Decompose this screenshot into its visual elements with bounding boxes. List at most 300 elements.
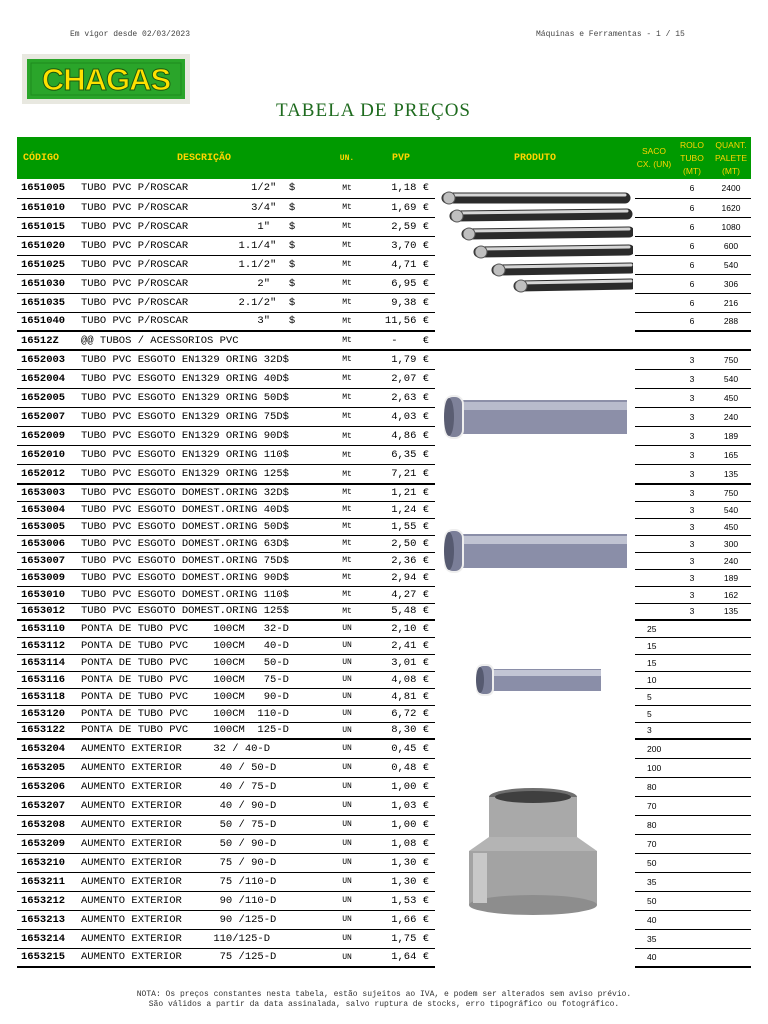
palete-quantity: 450 [711,518,751,535]
rolo-length [673,777,711,796]
saco-quantity: 70 [635,834,673,853]
table-row [17,518,751,535]
product-code: 1653209 [17,834,81,853]
rolo-length: 3 [673,586,711,603]
saco-quantity [635,465,673,484]
product-unit: Mt [327,369,367,388]
palete-quantity: 189 [711,427,751,446]
product-description: TUBO PVC ESGOTO DOMEST.ORING 63D$ [81,535,327,552]
product-price: 8,30 € [367,722,435,739]
table-row [17,407,751,426]
page-title: TABELA DE PREÇOS [276,100,471,121]
product-code: 1653005 [17,518,81,535]
rolo-length: 3 [673,603,711,620]
product-code: 1652003 [17,350,81,369]
product-description: AUMENTO EXTERIOR 50 / 90-D [81,834,327,853]
rolo-length [673,796,711,815]
table-row [17,198,751,217]
rolo-length: 6 [673,179,711,198]
product-unit: Mt [327,484,367,501]
product-unit: Mt [327,388,367,407]
table-row [17,501,751,518]
product-unit: Mt [327,274,367,293]
palete-quantity [711,929,751,948]
product-price: 4,71 € [367,255,435,274]
table-row [17,255,751,274]
product-code: 1653213 [17,910,81,929]
product-price: 1,00 € [367,777,435,796]
product-unit: UN [327,834,367,853]
rolo-length [673,637,711,654]
price-table [17,137,751,968]
product-code: 16512Z [17,331,81,350]
product-unit: Mt [327,501,367,518]
palete-quantity [711,688,751,705]
product-unit: UN [327,688,367,705]
rolo-length [673,739,711,758]
saco-quantity [635,236,673,255]
rolo-length [673,929,711,948]
product-price: 1,75 € [367,929,435,948]
product-code: 1651030 [17,274,81,293]
rolo-length: 3 [673,465,711,484]
palete-quantity: 288 [711,312,751,331]
product-unit: Mt [327,236,367,255]
product-code: 1653207 [17,796,81,815]
product-description: AUMENTO EXTERIOR 110/125-D [81,929,327,948]
product-unit: UN [327,796,367,815]
product-unit: UN [327,758,367,777]
footer-note [0,990,768,1010]
footer-note-line1: NOTA: Os preços constantes nesta tabela, estão sujeitos ao IVA, e podem ser alterados sem aviso prévio. [136,990,632,999]
saco-quantity: 15 [635,637,673,654]
saco-quantity [635,446,673,465]
threaded-pvc-pipes-image [435,179,635,331]
product-code: 1653003 [17,484,81,501]
palete-quantity [711,620,751,637]
product-price: 6,35 € [367,446,435,465]
product-unit: Mt [327,255,367,274]
col-quant-label: QUANT. PALETE (MT) [715,139,747,176]
product-price: 2,07 € [367,369,435,388]
product-description: AUMENTO EXTERIOR 90 /110-D [81,891,327,910]
product-price: 1,55 € [367,518,435,535]
product-price: 1,53 € [367,891,435,910]
product-price: 1,03 € [367,796,435,815]
product-code: 1653006 [17,535,81,552]
product-unit: Mt [327,603,367,620]
product-description: AUMENTO EXTERIOR 75 /110-D [81,872,327,891]
palete-quantity: 540 [711,501,751,518]
product-description: TUBO PVC ESGOTO EN1329 ORING 32D$ [81,350,327,369]
table-row [17,872,751,891]
rolo-length: 3 [673,569,711,586]
saco-quantity [635,603,673,620]
product-unit: UN [327,722,367,739]
palete-quantity [711,777,751,796]
table-row [17,815,751,834]
product-code: 1653007 [17,552,81,569]
product-price: 1,08 € [367,834,435,853]
saco-quantity: 50 [635,853,673,872]
saco-quantity [635,552,673,569]
product-unit: Mt [327,198,367,217]
product-price: 4,03 € [367,407,435,426]
saco-quantity [635,198,673,217]
rolo-length [673,688,711,705]
product-code: 1653114 [17,654,81,671]
product-description: AUMENTO EXTERIOR 75 /125-D [81,948,327,967]
product-description: PONTA DE TUBO PVC 100CM 40-D [81,637,327,654]
saco-quantity: 25 [635,620,673,637]
product-description: TUBO PVC ESGOTO DOMEST.ORING 125$ [81,603,327,620]
rolo-length: 3 [673,535,711,552]
palete-quantity [711,872,751,891]
palete-quantity: 2400 [711,179,751,198]
saco-quantity: 40 [635,910,673,929]
rolo-length: 3 [673,369,711,388]
product-unit: Mt [327,427,367,446]
saco-quantity: 80 [635,777,673,796]
product-price: 6,72 € [367,705,435,722]
product-price: 9,38 € [367,293,435,312]
product-description: PONTA DE TUBO PVC 100CM 75-D [81,671,327,688]
product-unit: UN [327,910,367,929]
table-row [17,722,751,739]
palete-quantity: 450 [711,388,751,407]
product-unit: Mt [327,331,367,350]
product-description: TUBO PVC P/ROSCAR 3" $ [81,312,327,331]
col-rolo-label: ROLO TUBO (MT) [679,139,705,176]
product-description: TUBO PVC ESGOTO EN1329 ORING 50D$ [81,388,327,407]
product-code: 1652010 [17,446,81,465]
reducer-image [435,739,635,967]
product-description: TUBO PVC ESGOTO DOMEST.ORING 50D$ [81,518,327,535]
rolo-length [673,815,711,834]
product-unit: UN [327,948,367,967]
table-row [17,350,751,369]
palete-quantity: 540 [711,255,751,274]
palete-quantity: 135 [711,603,751,620]
rolo-length: 6 [673,255,711,274]
product-unit: UN [327,654,367,671]
saco-quantity: 40 [635,948,673,967]
product-description: TUBO PVC P/ROSCAR 1/2" $ [81,179,327,198]
product-description: TUBO PVC ESGOTO EN1329 ORING 40D$ [81,369,327,388]
product-price: 3,70 € [367,236,435,255]
product-price: - € [367,331,435,350]
product-code: 1653204 [17,739,81,758]
palete-quantity: 306 [711,274,751,293]
table-row [17,948,751,967]
product-code: 1653215 [17,948,81,967]
table-row [17,910,751,929]
saco-quantity: 70 [635,796,673,815]
product-price: 11,56 € [367,312,435,331]
table-row [17,586,751,603]
product-description: PONTA DE TUBO PVC 100CM 50-D [81,654,327,671]
rolo-length: 6 [673,217,711,236]
product-price: 2,50 € [367,535,435,552]
saco-quantity [635,293,673,312]
product-code: 1651010 [17,198,81,217]
product-description: PONTA DE TUBO PVC 100CM 32-D [81,620,327,637]
col-rolo [673,137,711,179]
product-price: 1,18 € [367,179,435,198]
rolo-length [673,331,711,350]
product-description: PONTA DE TUBO PVC 100CM 125-D [81,722,327,739]
saco-quantity [635,586,673,603]
palete-quantity: 540 [711,369,751,388]
saco-quantity: 10 [635,671,673,688]
product-description: AUMENTO EXTERIOR 32 / 40-D [81,739,327,758]
table-row [17,891,751,910]
rolo-length: 6 [673,312,711,331]
product-unit: Mt [327,535,367,552]
product-price: 1,21 € [367,484,435,501]
saco-quantity [635,369,673,388]
product-unit: UN [327,777,367,796]
rolo-length: 6 [673,198,711,217]
product-description: TUBO PVC ESGOTO DOMEST.ORING 90D$ [81,569,327,586]
product-code: 1653010 [17,586,81,603]
product-price: 2,10 € [367,620,435,637]
product-price: 3,01 € [367,654,435,671]
product-unit: Mt [327,293,367,312]
product-description: AUMENTO EXTERIOR 40 / 75-D [81,777,327,796]
product-code: 1653120 [17,705,81,722]
product-code: 1653214 [17,929,81,948]
saco-quantity: 3 [635,722,673,739]
product-unit: Mt [327,586,367,603]
product-unit: UN [327,637,367,654]
product-price: 2,36 € [367,552,435,569]
product-unit: Mt [327,465,367,484]
rolo-length [673,722,711,739]
table-row [17,369,751,388]
product-price: 2,59 € [367,217,435,236]
palete-quantity: 300 [711,535,751,552]
rolo-length: 3 [673,501,711,518]
product-description: TUBO PVC ESGOTO DOMEST.ORING 110$ [81,586,327,603]
product-code: 1652012 [17,465,81,484]
table-row [17,834,751,853]
product-description: AUMENTO EXTERIOR 50 / 75-D [81,815,327,834]
product-price: 4,27 € [367,586,435,603]
product-unit: UN [327,815,367,834]
product-code: 1653210 [17,853,81,872]
product-code: 1653212 [17,891,81,910]
product-description: TUBO PVC ESGOTO DOMEST.ORING 32D$ [81,484,327,501]
product-code: 1653205 [17,758,81,777]
header-date: Em vigor desde 02/03/2023 [70,30,191,39]
product-description: AUMENTO EXTERIOR 90 /125-D [81,910,327,929]
saco-quantity: 5 [635,705,673,722]
table-row [17,654,751,671]
product-unit: UN [327,620,367,637]
product-unit: Mt [327,350,367,369]
product-price: 0,45 € [367,739,435,758]
product-description: TUBO PVC P/ROSCAR 1.1/2" $ [81,255,327,274]
product-price: 1,30 € [367,853,435,872]
saco-quantity [635,255,673,274]
palete-quantity [711,722,751,739]
product-description: AUMENTO EXTERIOR 75 / 90-D [81,853,327,872]
product-description: TUBO PVC ESGOTO EN1329 ORING 75D$ [81,407,327,426]
saco-quantity: 200 [635,739,673,758]
product-description: @@ TUBOS / ACESSORIOS PVC [81,331,327,350]
rolo-length: 3 [673,407,711,426]
product-code: 1653211 [17,872,81,891]
saco-quantity: 35 [635,929,673,948]
saco-quantity [635,312,673,331]
product-code: 1653004 [17,501,81,518]
col-codigo: CÓDIGO [17,137,81,179]
rolo-length [673,853,711,872]
product-unit: UN [327,872,367,891]
table-row [17,853,751,872]
product-price: 6,95 € [367,274,435,293]
palete-quantity [711,331,751,350]
product-unit: UN [327,929,367,948]
rolo-length [673,948,711,967]
product-price: 2,41 € [367,637,435,654]
product-code: 1653110 [17,620,81,637]
product-code: 1653208 [17,815,81,834]
palete-quantity [711,910,751,929]
saco-quantity [635,179,673,198]
product-price: 4,08 € [367,671,435,688]
col-saco-label: SACO CX. (UN) [636,146,672,169]
product-description: TUBO PVC ESGOTO DOMEST.ORING 40D$ [81,501,327,518]
saco-quantity [635,535,673,552]
palete-quantity [711,637,751,654]
rolo-length [673,705,711,722]
rolo-length: 6 [673,293,711,312]
product-price: 5,48 € [367,603,435,620]
palete-quantity: 162 [711,586,751,603]
saco-quantity [635,331,673,350]
palete-quantity: 240 [711,552,751,569]
rolo-length [673,834,711,853]
product-price: 1,64 € [367,948,435,967]
table-row [17,465,751,484]
product-code: 1652009 [17,427,81,446]
palete-quantity [711,739,751,758]
palete-quantity: 216 [711,293,751,312]
chagas-logo [22,54,190,104]
table-row [17,637,751,654]
saco-quantity [635,407,673,426]
palete-quantity [711,796,751,815]
table-row [17,388,751,407]
product-code: 1651025 [17,255,81,274]
table-row [17,427,751,446]
table-row [17,777,751,796]
rolo-length [673,872,711,891]
footer-note-line2: São válidos a partir da data assinalada, salvo ruptura de stocks, erro tipográfico ou fotográfico. [148,1000,620,1009]
product-price: 1,24 € [367,501,435,518]
product-unit: Mt [327,217,367,236]
product-code: 1653012 [17,603,81,620]
table-row [17,758,751,777]
product-code: 1651040 [17,312,81,331]
saco-quantity [635,484,673,501]
product-unit: Mt [327,552,367,569]
table-row [17,552,751,569]
saco-quantity [635,569,673,586]
palete-quantity [711,834,751,853]
product-unit: UN [327,891,367,910]
palete-quantity [711,705,751,722]
table-row [17,236,751,255]
palete-quantity: 135 [711,465,751,484]
product-code: 1652004 [17,369,81,388]
col-descricao: DESCRIÇÃO [81,137,327,179]
pipe-end-image [435,620,635,739]
product-unit: Mt [327,446,367,465]
product-price: 4,81 € [367,688,435,705]
product-code: 1652005 [17,388,81,407]
product-code: 1653118 [17,688,81,705]
product-price: 7,21 € [367,465,435,484]
table-row [17,293,751,312]
rolo-length [673,758,711,777]
saco-quantity: 15 [635,654,673,671]
product-unit: Mt [327,312,367,331]
palete-quantity: 1080 [711,217,751,236]
product-code: 1653112 [17,637,81,654]
product-code: 1651015 [17,217,81,236]
product-description: PONTA DE TUBO PVC 100CM 90-D [81,688,327,705]
table-row [17,739,751,758]
product-code: 1652007 [17,407,81,426]
product-price: 0,48 € [367,758,435,777]
palete-quantity [711,891,751,910]
palete-quantity: 600 [711,236,751,255]
table-row [17,929,751,948]
product-price: 1,79 € [367,350,435,369]
saco-quantity: 100 [635,758,673,777]
rolo-length: 6 [673,236,711,255]
product-price: 2,94 € [367,569,435,586]
product-price: 1,00 € [367,815,435,834]
col-pvp: PVP [367,137,435,179]
svg-text:CHAGAS: CHAGAS [41,62,171,97]
product-description: TUBO PVC P/ROSCAR 2.1/2" $ [81,293,327,312]
rolo-length: 3 [673,518,711,535]
header-section-page: Máquinas e Ferramentas - 1 / 15 [536,30,685,39]
table-header-row [17,137,751,179]
palete-quantity [711,671,751,688]
rolo-length [673,891,711,910]
product-unit: Mt [327,518,367,535]
table-row [17,603,751,620]
rolo-length [673,654,711,671]
rolo-length: 3 [673,552,711,569]
table-row [17,217,751,236]
product-description: TUBO PVC ESGOTO EN1329 ORING 90D$ [81,427,327,446]
product-code: 1651005 [17,179,81,198]
product-description: TUBO PVC P/ROSCAR 2" $ [81,274,327,293]
palete-quantity [711,853,751,872]
product-unit: UN [327,671,367,688]
product-description: AUMENTO EXTERIOR 40 / 50-D [81,758,327,777]
product-unit: Mt [327,179,367,198]
table-row [17,312,751,331]
palete-quantity [711,654,751,671]
saco-quantity [635,518,673,535]
